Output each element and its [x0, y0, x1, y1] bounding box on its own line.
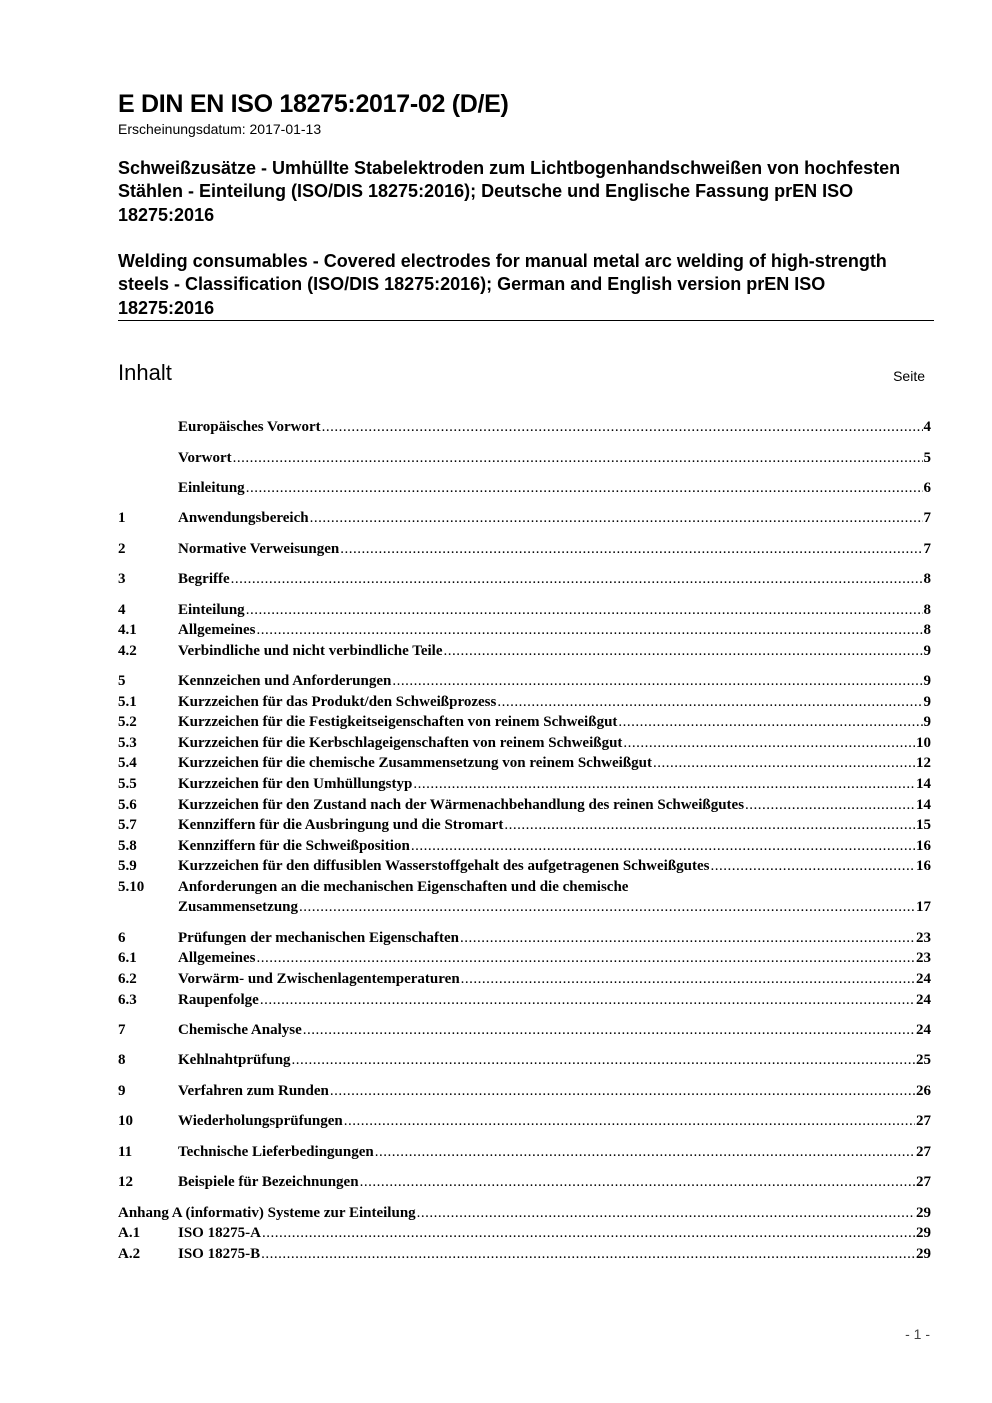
toc-entry-title: Begriffe — [178, 571, 230, 587]
toc-entry[interactable] — [118, 1050, 931, 1070]
toc-entry[interactable] — [118, 1244, 931, 1264]
toc-entry-page: 16 — [916, 838, 931, 854]
title-german: Schweißzusätze - Umhüllte Stabelektroden zum Lichtbogenhandschweißen von hochfesten Stählen - Einteilung (ISO/DIS 18275:2016); Deutsche und Englische Fassung prEN ISO 18275:2016 — [118, 158, 901, 225]
toc-entry[interactable] — [118, 948, 931, 968]
toc-entry-title: Verbindliche und nicht verbindliche Teile — [178, 643, 443, 659]
toc-entry-page: 9 — [923, 694, 931, 710]
toc-leader-dots — [261, 1244, 915, 1264]
toc-entry-page: 8 — [923, 571, 931, 587]
toc-leader-dots — [417, 1203, 915, 1223]
toc-leader-dots — [460, 928, 915, 948]
toc-entry-page: 26 — [916, 1083, 931, 1099]
toc-leader-dots — [299, 897, 915, 917]
toc-entry-page: 29 — [916, 1225, 931, 1241]
toc-entry-title: Kurzzeichen für die chemische Zusammensetzung von reinem Schweißgut — [178, 755, 653, 771]
toc-entry-number: 7 — [118, 1022, 126, 1038]
toc-leader-dots — [340, 539, 922, 559]
toc-entry[interactable] — [118, 671, 931, 691]
toc-entry-title: Kurzzeichen für den Zustand nach der Wärmenachbehandlung des reinen Schweißgutes — [178, 797, 745, 813]
toc-entry-number: 4.1 — [118, 622, 137, 638]
toc-entry-number: 5.2 — [118, 714, 137, 730]
toc-entry[interactable] — [118, 774, 931, 794]
toc-entry-title: Chemische Analyse — [178, 1022, 302, 1038]
toc-leader-dots — [322, 417, 923, 437]
toc-entry-page: 24 — [916, 992, 931, 1008]
toc-leader-dots — [231, 569, 923, 589]
toc-entry-page: 29 — [916, 1246, 931, 1262]
toc-entry-number: 8 — [118, 1052, 126, 1068]
toc-entry-number: 4 — [118, 602, 126, 618]
toc-leader-dots — [246, 478, 923, 498]
toc-entry-number: A.1 — [118, 1225, 141, 1241]
toc-leader-dots — [444, 641, 923, 661]
toc-leader-dots — [411, 836, 915, 856]
toc-leader-dots — [260, 990, 915, 1010]
toc-entry-page: 24 — [916, 1022, 931, 1038]
toc-entry[interactable] — [118, 692, 931, 712]
toc-entry-page: 5 — [923, 450, 931, 466]
toc-entry-number: 6.2 — [118, 971, 137, 987]
toc-entry-number: 6.3 — [118, 992, 137, 1008]
toc-entry[interactable] — [118, 641, 931, 661]
toc-entry[interactable] — [118, 1203, 931, 1223]
toc-leader-dots — [330, 1081, 915, 1101]
toc-entry-number: 6.1 — [118, 950, 137, 966]
toc-entry[interactable] — [118, 600, 931, 620]
toc-leader-dots — [413, 774, 915, 794]
toc-entry-number: 10 — [118, 1113, 133, 1129]
toc-entry-page: 8 — [923, 602, 931, 618]
toc-entry-number: 2 — [118, 541, 126, 557]
toc-leader-dots — [711, 856, 915, 876]
toc-entry[interactable] — [118, 990, 931, 1010]
toc-leader-dots — [256, 948, 915, 968]
toc-entry[interactable] — [118, 815, 931, 835]
document-id: E DIN EN ISO 18275:2017-02 (D/E) — [118, 90, 509, 118]
toc-entry-title: Prüfungen der mechanischen Eigenschaften — [178, 930, 459, 946]
toc-entry[interactable] — [118, 795, 931, 815]
toc-entry-title: Einleitung — [178, 480, 245, 496]
toc-entry-title: Kennziffern für die Ausbringung und die Stromart — [178, 817, 504, 833]
toc-leader-dots — [310, 508, 923, 528]
toc-entry[interactable] — [118, 928, 931, 948]
toc-entry-number: 5.7 — [118, 817, 137, 833]
toc-heading: Inhalt — [118, 360, 172, 385]
toc-entry-number: 11 — [118, 1144, 133, 1160]
toc-leader-dots — [653, 753, 915, 773]
toc-entry-title: Raupenfolge — [178, 992, 259, 1008]
toc-entry-title: Technische Lieferbedingungen — [178, 1144, 374, 1160]
toc-entry-number: 5.1 — [118, 694, 137, 710]
toc-entry[interactable] — [118, 712, 931, 732]
toc-entry[interactable] — [118, 1111, 931, 1131]
toc-entry-page: 8 — [923, 622, 931, 638]
toc-entry-page: 6 — [923, 480, 931, 496]
toc-entry-page: 17 — [916, 899, 931, 915]
toc-entry-title: ISO 18275-B — [178, 1246, 261, 1262]
toc-entry-page: 23 — [916, 950, 931, 966]
toc-entry-number: 1 — [118, 510, 126, 526]
toc-leader-dots — [618, 712, 922, 732]
toc-leader-dots — [623, 733, 915, 753]
toc-entry-title: Allgemeines — [178, 622, 256, 638]
toc-leader-dots — [262, 1223, 915, 1243]
toc-entry-number: 4.2 — [118, 643, 137, 659]
toc-entry-page: 7 — [923, 510, 931, 526]
toc-entry-title: Europäisches Vorwort — [178, 419, 321, 435]
page-number: - 1 - — [905, 1326, 930, 1342]
toc-entry-number: 5 — [118, 673, 126, 689]
toc-entry-number: 5.6 — [118, 797, 137, 813]
toc-entry-title: Anhang A (informativ) Systeme zur Einteilung — [118, 1205, 416, 1221]
toc-entry-page: 27 — [916, 1113, 931, 1129]
toc-entry[interactable] — [118, 569, 931, 589]
toc-entry-page: 12 — [916, 755, 931, 771]
toc-entry-number: 9 — [118, 1083, 126, 1099]
toc-entry-title: Vorwort — [178, 450, 232, 466]
toc-page-column-label: Seite — [893, 368, 925, 384]
toc-entry-title: Kehlnahtprüfung — [178, 1052, 291, 1068]
toc-entry-page: 29 — [916, 1205, 931, 1221]
toc-entry[interactable] — [118, 1223, 931, 1243]
toc-entry-page: 9 — [923, 714, 931, 730]
toc-entry-number: 12 — [118, 1174, 133, 1190]
toc-entry[interactable] — [118, 1172, 931, 1192]
toc-entry-number: 5.5 — [118, 776, 137, 792]
toc-entry-title: Kurzzeichen für den Umhüllungstyp — [178, 776, 413, 792]
toc-entry[interactable] — [118, 856, 931, 876]
toc-entry-page: 10 — [916, 735, 931, 751]
toc-entry-title: Normative Verweisungen — [178, 541, 340, 557]
toc-entry[interactable] — [118, 508, 931, 528]
toc-entry[interactable] — [118, 478, 931, 498]
toc-entry-page: 4 — [923, 419, 931, 435]
toc-entry[interactable] — [118, 897, 931, 917]
toc-entry-title: Allgemeines — [178, 950, 256, 966]
toc-entry-page: 7 — [923, 541, 931, 557]
toc-leader-dots — [375, 1142, 915, 1162]
toc-entry-title: Kurzzeichen für den diffusiblen Wasserstoffgehalt des aufgetragenen Schweißgutes — [178, 858, 710, 874]
toc-entry[interactable] — [118, 620, 931, 640]
toc-entry-number: 5.4 — [118, 755, 137, 771]
toc-entry-title: Wiederholungsprüfungen — [178, 1113, 343, 1129]
toc-entry-title: Einteilung — [178, 602, 245, 618]
toc-entry-title: Kurzzeichen für die Festigkeitseigenschaften von reinem Schweißgut — [178, 714, 618, 730]
toc-entry[interactable] — [118, 733, 931, 753]
toc-leader-dots — [497, 692, 922, 712]
toc-leader-dots — [360, 1172, 915, 1192]
toc-entry-number: 6 — [118, 930, 126, 946]
toc-leader-dots — [292, 1050, 915, 1070]
toc-entry-title: Vorwärm- und Zwischenlagentemperaturen — [178, 971, 460, 987]
toc-entry[interactable] — [118, 969, 931, 989]
publication-date: Erscheinungsdatum: 2017-01-13 — [118, 121, 322, 137]
toc-entry[interactable] — [118, 1142, 931, 1162]
toc-entry-page: 24 — [916, 971, 931, 987]
toc-entry-title: Kurzzeichen für das Produkt/den Schweißprozess — [178, 694, 497, 710]
toc-entry-page: 14 — [916, 797, 931, 813]
title-english: Welding consumables - Covered electrodes for manual metal arc welding of high-strength steels - Classification (ISO/DIS 18275:2016); German and English version prEN ISO 18275:2016 — [118, 251, 887, 318]
toc-entry[interactable] — [118, 836, 931, 856]
toc-leader-dots — [233, 448, 923, 468]
toc-entry[interactable] — [118, 1081, 931, 1101]
toc-entry-number: 5.10 — [118, 879, 145, 895]
toc-leader-dots — [461, 969, 915, 989]
toc-entry-number: 3 — [118, 571, 126, 587]
toc-entry-title: Kennzeichen und Anforderungen — [178, 673, 392, 689]
toc-entry-number: A.2 — [118, 1246, 141, 1262]
table-of-contents — [118, 0, 931, 1403]
toc-entry-title: Beispiele für Bezeichnungen — [178, 1174, 359, 1190]
toc-entry[interactable] — [118, 417, 931, 437]
toc-entry-number: 5.9 — [118, 858, 137, 874]
toc-entry-title: Kennziffern für die Schweißposition — [178, 838, 410, 854]
toc-entry-page: 16 — [916, 858, 931, 874]
toc-leader-dots — [246, 600, 923, 620]
toc-entry[interactable] — [118, 448, 931, 468]
toc-entry-title: Verfahren zum Runden — [178, 1083, 329, 1099]
toc-entry-page: 27 — [916, 1144, 931, 1160]
toc-entry-title: Anwendungsbereich — [178, 510, 309, 526]
toc-entry-page: 27 — [916, 1174, 931, 1190]
toc-entry-title: ISO 18275-A — [178, 1225, 261, 1241]
toc-entry[interactable] — [118, 1020, 931, 1040]
toc-entry-page: 15 — [916, 817, 931, 833]
toc-entry-number: 5.8 — [118, 838, 137, 854]
toc-leader-dots — [303, 1020, 915, 1040]
toc-entry-page: 23 — [916, 930, 931, 946]
toc-entry[interactable] — [118, 753, 931, 773]
toc-entry-title: Kurzzeichen für die Kerbschlageigenschaften von reinem Schweißgut — [178, 735, 623, 751]
toc-entry-page: 14 — [916, 776, 931, 792]
toc-entry-number: 5.3 — [118, 735, 137, 751]
toc-entry-page: 9 — [923, 643, 931, 659]
toc-entry[interactable] — [118, 539, 931, 559]
toc-entry-page: 25 — [916, 1052, 931, 1068]
toc-leader-dots — [392, 671, 922, 691]
toc-leader-dots — [344, 1111, 915, 1131]
toc-entry-title-continued: Zusammensetzung — [178, 899, 299, 915]
toc-entry-title[interactable]: Anforderungen an die mechanischen Eigenschaften und die chemische — [178, 879, 629, 895]
toc-leader-dots — [504, 815, 915, 835]
toc-entry-page: 9 — [923, 673, 931, 689]
toc-leader-dots — [256, 620, 922, 640]
toc-leader-dots — [745, 795, 915, 815]
